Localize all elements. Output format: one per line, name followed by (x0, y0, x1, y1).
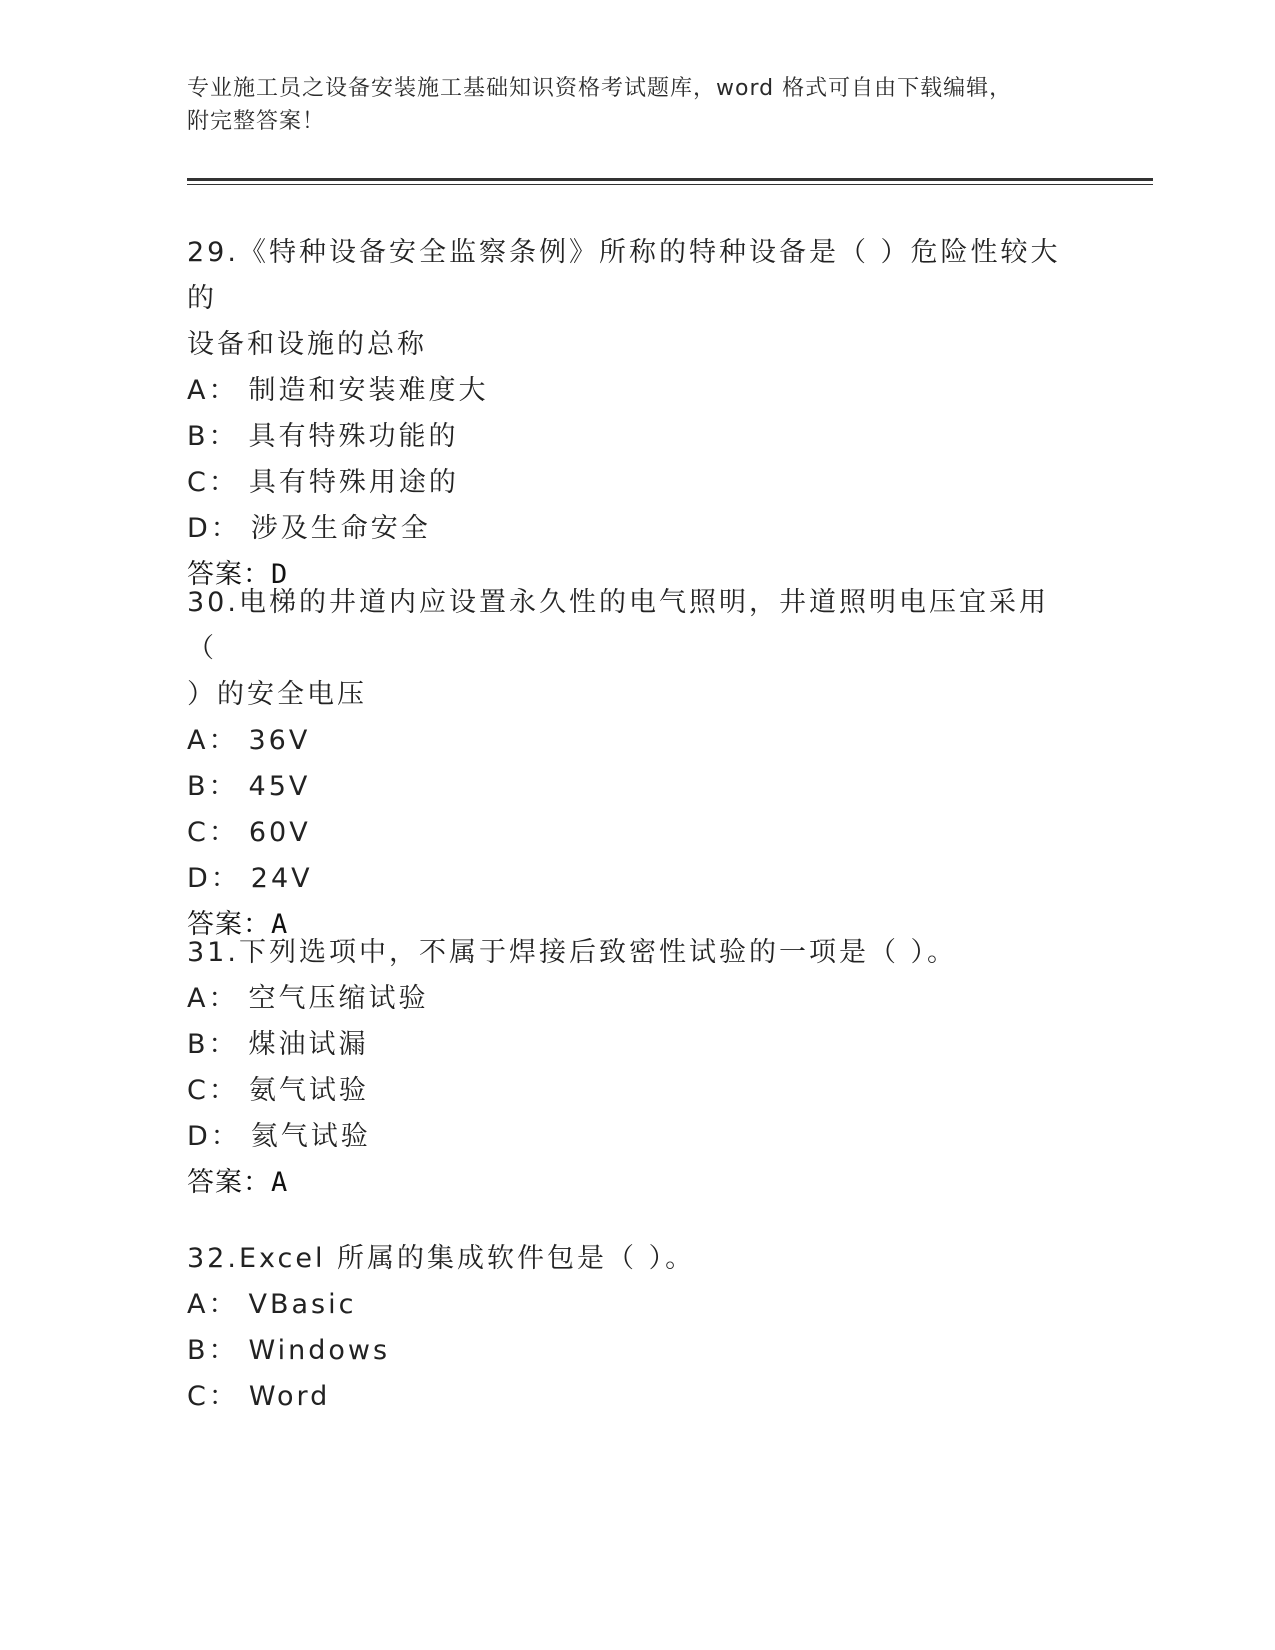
header-divider-thin (187, 184, 1153, 185)
option-letter: D： (187, 1121, 241, 1152)
question-30 (187, 580, 1067, 948)
option-text: 氦气试验 (250, 1121, 371, 1152)
question-stem-line-2: 设备和设施的总称 (187, 329, 427, 360)
option-d (187, 1114, 1067, 1160)
option-letter: B： (187, 1029, 239, 1060)
option-text: 45V (248, 771, 311, 802)
option-letter: A： (187, 725, 239, 756)
question-32 (187, 1236, 1067, 1420)
header-line-2: 附完整答案！ (187, 109, 326, 134)
option-text: Word (248, 1381, 331, 1412)
option-a (187, 1282, 1067, 1328)
question-stem-line-2: ）的安全电压 (187, 679, 367, 710)
option-letter: D： (187, 513, 241, 544)
answer-label: 答案： (187, 1167, 271, 1198)
option-b (187, 764, 1067, 810)
option-c (187, 810, 1067, 856)
option-text: 36V (248, 725, 311, 756)
option-text: 制造和安装难度大 (248, 375, 489, 406)
option-b (187, 1022, 1067, 1068)
answer-value: D (271, 559, 289, 590)
option-text: 具有特殊功能的 (248, 421, 459, 452)
option-text: 具有特殊用途的 (248, 467, 459, 498)
option-b (187, 414, 1067, 460)
option-text: 24V (250, 863, 313, 894)
option-text: Windows (248, 1335, 391, 1366)
document-header (187, 72, 1087, 138)
question-stem-line-1: 32.Excel 所属的集成软件包是（ ）。 (187, 1243, 696, 1274)
option-text: VBasic (248, 1289, 357, 1320)
question-31 (187, 930, 1067, 1206)
option-text: 涉及生命安全 (250, 513, 431, 544)
option-letter: A： (187, 375, 239, 406)
question-stem (187, 1236, 1067, 1282)
answer-line (187, 1160, 1067, 1206)
option-letter: A： (187, 983, 239, 1014)
question-stem (187, 580, 1067, 718)
option-b (187, 1328, 1067, 1374)
answer-value: A (271, 909, 289, 940)
option-text: 氨气试验 (248, 1075, 369, 1106)
option-a (187, 368, 1067, 414)
question-stem-line-1: 29.《特种设备安全监察条例》所称的特种设备是（ ）危险性较大的 (187, 237, 1061, 314)
option-c (187, 1068, 1067, 1114)
option-text: 60V (248, 817, 311, 848)
option-letter: D： (187, 863, 241, 894)
option-letter: C： (187, 1381, 239, 1412)
option-text: 煤油试漏 (248, 1029, 369, 1060)
option-letter: A： (187, 1289, 239, 1320)
option-letter: C： (187, 1075, 239, 1106)
option-letter: C： (187, 467, 239, 498)
answer-label: 答案： (187, 559, 271, 590)
option-d (187, 856, 1067, 902)
question-stem-line-1: 31.下列选项中，不属于焊接后致密性试验的一项是（ ）。 (187, 937, 958, 968)
option-c (187, 460, 1067, 506)
header-divider-thick (187, 178, 1153, 181)
question-stem-line-1: 30.电梯的井道内应设置永久性的电气照明，井道照明电压宜采用（ (187, 587, 1049, 664)
option-letter: B： (187, 1335, 239, 1366)
answer-label: 答案： (187, 909, 271, 940)
option-text: 空气压缩试验 (248, 983, 429, 1014)
header-line-1: 专业施工员之设备安装施工基础知识资格考试题库，word 格式可自由下载编辑， (187, 76, 1013, 101)
question-stem (187, 230, 1067, 368)
option-d (187, 506, 1067, 552)
option-letter: B： (187, 771, 239, 802)
option-letter: C： (187, 817, 239, 848)
question-29 (187, 230, 1067, 598)
question-stem (187, 930, 1067, 976)
option-a (187, 976, 1067, 1022)
option-c (187, 1374, 1067, 1420)
option-a (187, 718, 1067, 764)
answer-value: A (271, 1167, 289, 1198)
option-letter: B： (187, 421, 239, 452)
